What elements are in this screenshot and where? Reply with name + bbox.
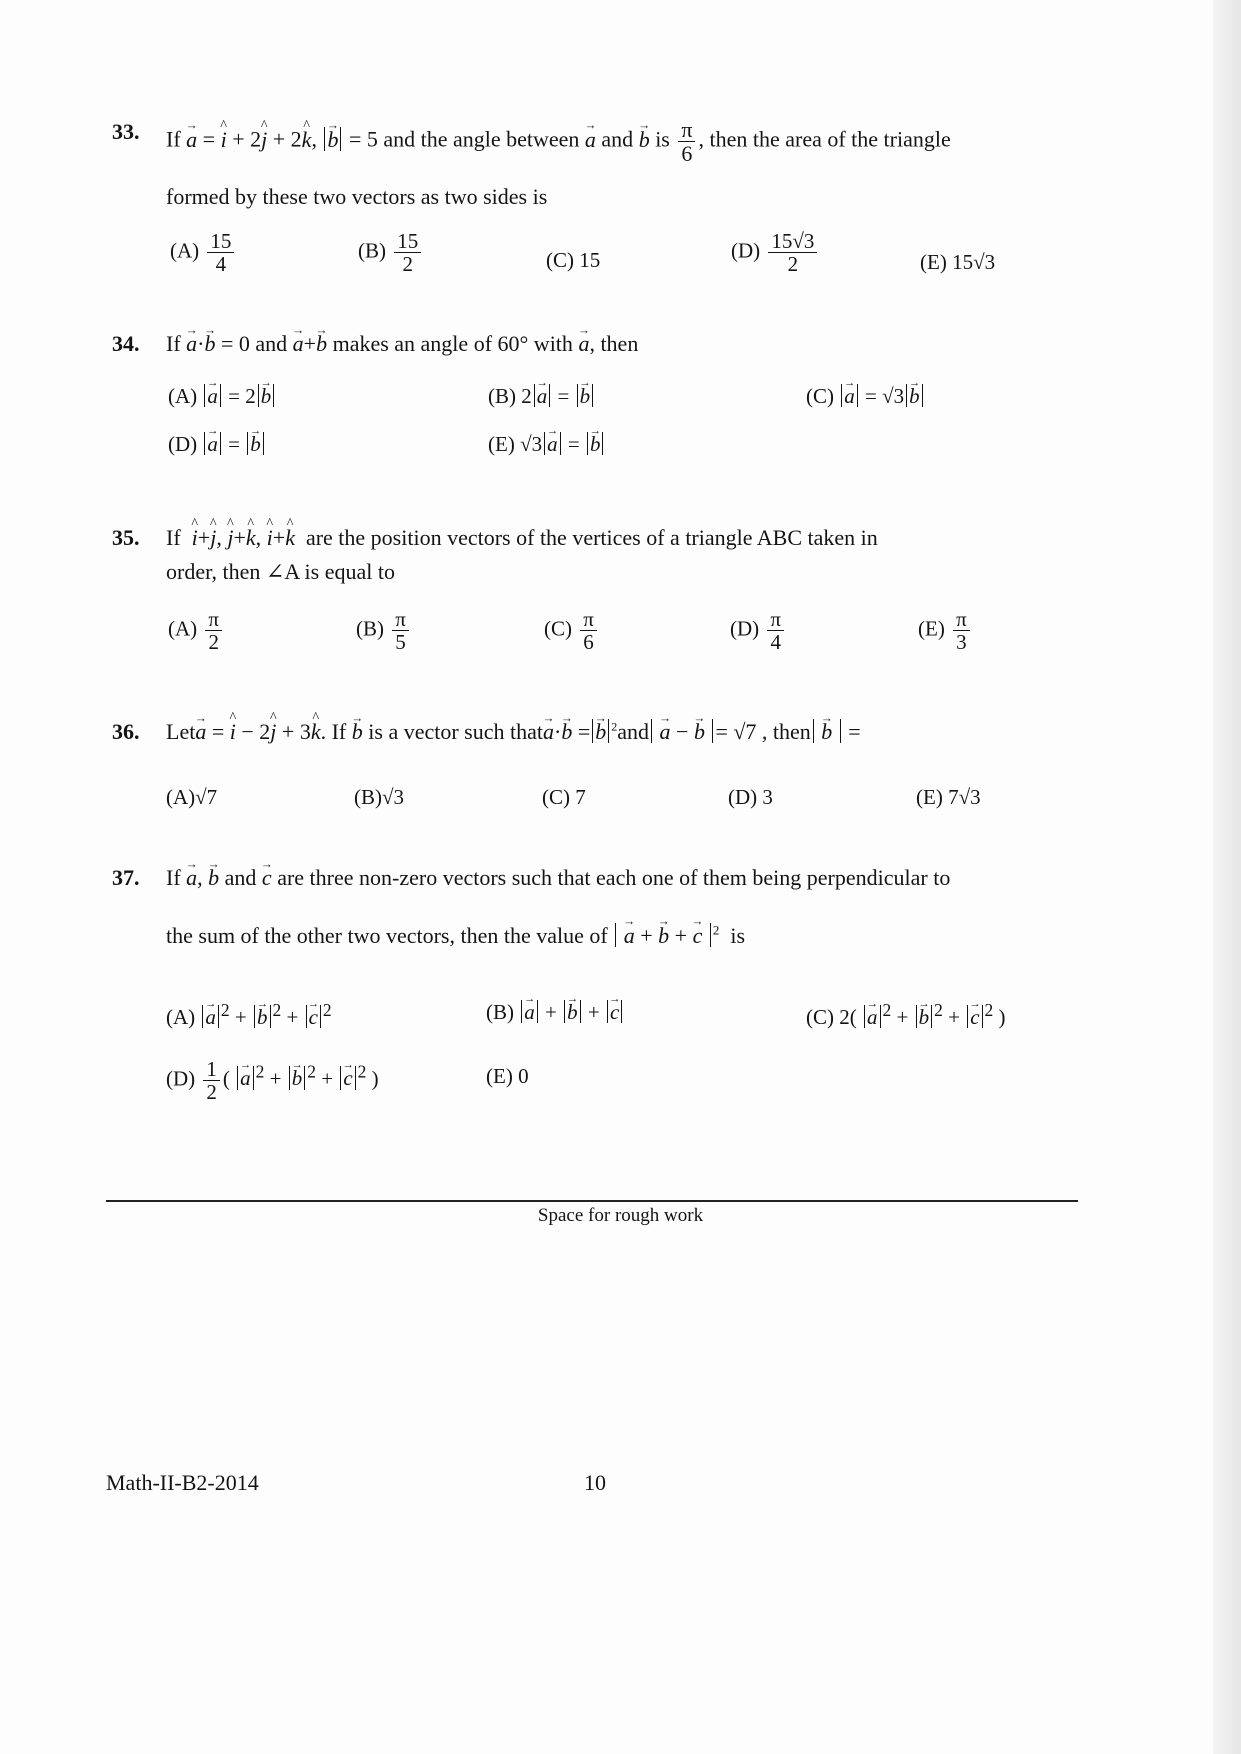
question-number: 36.	[112, 719, 140, 744]
question-text: If a →·b → = 0 and a →+b → makes an angle of 60° with a →, then	[166, 330, 1112, 358]
option-35-E: (E) $\frac{\pi}{3}$	[918, 608, 973, 653]
option-36-E: (E) 7√3	[916, 785, 981, 809]
question-34	[112, 330, 1112, 358]
rough-work-label: Space for rough work	[537, 1205, 704, 1226]
option-34-A: (A) a → = 2 b →	[168, 384, 276, 409]
question-text: Leta → = i ^ − 2j ^ + 3k ^. If b → is a vector such thata →·b → = b → $^2$and a → − b → = √7 , then b → =	[166, 718, 1112, 746]
option-37-A: (A) a → $^2$ + b → $^2$ + c → $^2$	[166, 1000, 332, 1030]
question-35	[112, 524, 1112, 585]
option-35-D: (D) $\frac{\pi}{4}$	[730, 608, 787, 653]
option-36-A: (A)√7	[166, 785, 218, 809]
question-number: 37.	[112, 865, 140, 890]
option-35-B: (B) $\frac{\pi}{5}$	[356, 608, 412, 653]
option-34-B: (B) 2 a → = b →	[488, 384, 595, 409]
option-36-C: (C) 7	[542, 785, 586, 809]
option-33-E: (E) 15√3	[920, 250, 996, 274]
question-number: 33.	[112, 119, 140, 144]
option-33-B: (B) $\frac{15}{2}$	[358, 230, 424, 275]
option-34-C: (C) a → = √3 b →	[806, 384, 925, 409]
question-text: If i ^+j ^, j ^+k ^, i ^+k ^ are the position vectors of the vertices of a triangle ABC taken in order, then ∠A is equal to	[166, 524, 1112, 585]
question-number: 34.	[112, 331, 140, 356]
option-33-A: (A) $\frac{15}{4}$	[170, 230, 237, 275]
page-edge-shadow	[1213, 0, 1241, 1754]
rough-work-divider	[106, 1200, 1078, 1202]
question-37	[112, 864, 1112, 949]
option-35-A: (A) $\frac{\pi}{2}$	[168, 608, 225, 653]
option-36-B: (B)√3	[354, 785, 405, 809]
option-35-C: (C) $\frac{\pi}{6}$	[544, 608, 600, 653]
option-34-E: (E) √3 a → = b →	[488, 432, 605, 457]
option-33-D: (D) $\frac{15√3}{2}$	[731, 230, 820, 275]
option-37-B: (B) a → + b → + c →	[486, 1000, 624, 1025]
option-37-C: (C) 2( a → $^2$ + b → $^2$ + c → $^2$ )	[806, 1000, 1006, 1030]
question-text-line2: formed by these two vectors as two sides is	[166, 184, 548, 210]
option-37-D: (D) $\frac{1}{2}$ ( a → $^2$ + b → $^2$ + c → $^2$ )	[166, 1058, 379, 1103]
option-34-D: (D) a → = b →	[168, 432, 266, 457]
question-text: If a →, b → and c → are three non-zero vectors such that each one of them being perpendicular to the sum of the other two vectors, then the value of a → + b → + c → $^2$ is	[166, 864, 1112, 949]
option-36-D: (D) 3	[728, 785, 773, 809]
question-number: 35.	[112, 525, 140, 550]
paper-code: Math-II-B2-2014	[106, 1470, 259, 1495]
question-36	[112, 718, 1112, 746]
page-number: 10	[584, 1470, 606, 1495]
question-33	[112, 118, 1112, 211]
angle-fraction: $\frac{\pi}{6}$	[678, 118, 695, 165]
question-text: If a → = i ^ + 2j ^ + 2k ^, b → = 5 and the angle between a → and b → is $\frac{\pi}{6}$ , then the area of the triangle	[166, 118, 1112, 165]
option-37-E: (E) 0	[486, 1064, 529, 1088]
option-33-C: (C) 15	[546, 248, 601, 272]
